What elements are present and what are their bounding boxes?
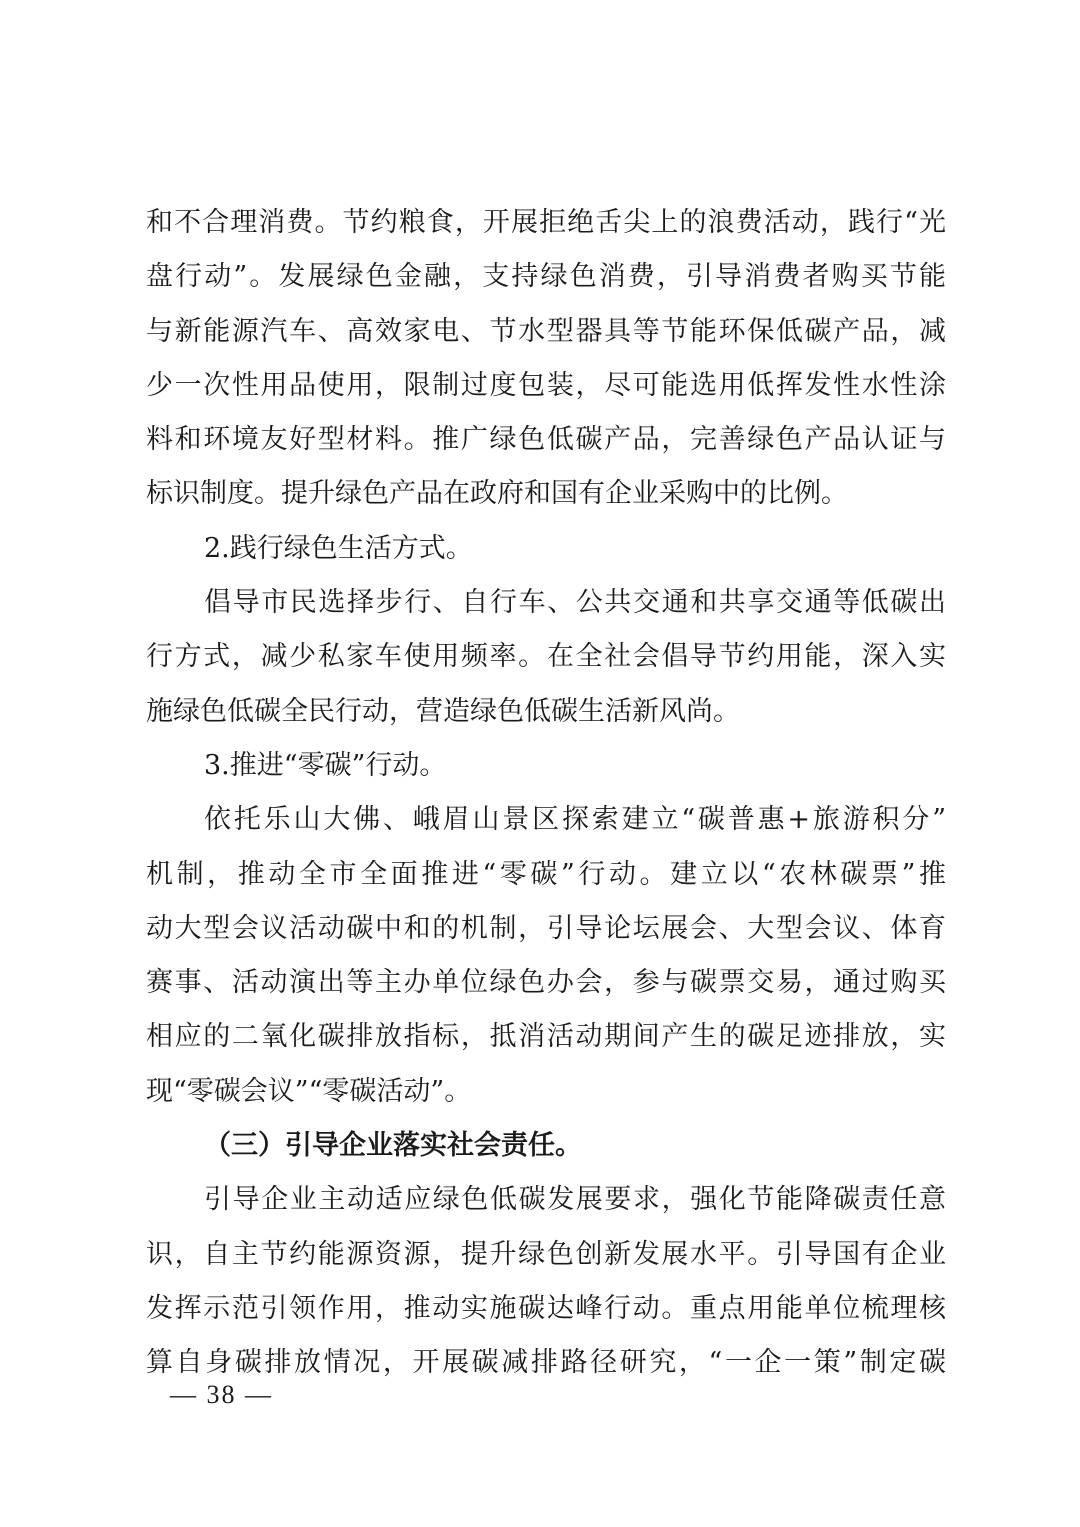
- page-number: — 38 —: [170, 1380, 273, 1409]
- text-line: 相应的二氧化碳排放指标，抵消活动期间产生的碳足迹排放，实: [146, 1021, 946, 1053]
- text-line: 赛事、活动演出等主办单位绿色办会，参与碳票交易，通过购买: [146, 967, 946, 999]
- text-line: 动大型会议活动碳中和的机制，引导论坛展会、大型会议、体育: [146, 912, 946, 944]
- text-line: 发挥示范引领作用，推动实施碳达峰行动。重点用能单位梳理核: [146, 1292, 946, 1324]
- text-line: 机制，推动全市全面推进“零碳”行动。建立以“农林碳票”推: [146, 858, 946, 890]
- text-line: 和不合理消费。节约粮食，开展拒绝舌尖上的浪费活动，践行“光: [146, 207, 946, 238]
- text-line: 少一次性用品使用，限制过度包装，尽可能选用低挥发性水性涂: [146, 369, 946, 401]
- text-line: 行方式，减少私家车使用频率。在全社会倡导节约用能，深入实: [146, 641, 946, 673]
- text-line: 盘行动”。发展绿色金融，支持绿色消费，引导消费者购买节能: [146, 261, 946, 293]
- text-line: 与新能源汽车、高效家电、节水型器具等节能环保低碳产品，减: [146, 315, 946, 347]
- text-line: 倡导市民选择步行、自行车、公共交通和共享交通等低碳出: [204, 587, 946, 619]
- section-heading: （三）引导企业落实社会责任。: [204, 1130, 582, 1162]
- text-line: 算自身碳排放情况，开展碳减排路径研究，“一企一策”制定碳: [146, 1347, 946, 1379]
- text-line: 识，自主节约能源资源，提升绿色创新发展水平。引导国有企业: [146, 1238, 946, 1270]
- text-line: 料和环境友好型材料。推广绿色低碳产品，完善绿色产品认证与: [146, 424, 946, 456]
- text-line: 依托乐山大佛、峨眉山景区探索建立“碳普惠+旅游积分”: [204, 804, 946, 836]
- text-line: 施绿色低碳全民行动，营造绿色低碳生活新风尚。: [146, 695, 740, 727]
- text-line: 引导企业主动适应绿色低碳发展要求，强化节能降碳责任意: [204, 1184, 946, 1216]
- text-line: 标识制度。提升绿色产品在政府和国有企业采购中的比例。: [146, 478, 848, 510]
- text-line: 现“零碳会议”“零碳活动”。: [146, 1075, 472, 1107]
- section-heading: 2.践行绿色生活方式。: [204, 532, 473, 564]
- section-heading: 3.推进“零碳”行动。: [204, 749, 447, 781]
- body-text: [146, 196, 946, 1391]
